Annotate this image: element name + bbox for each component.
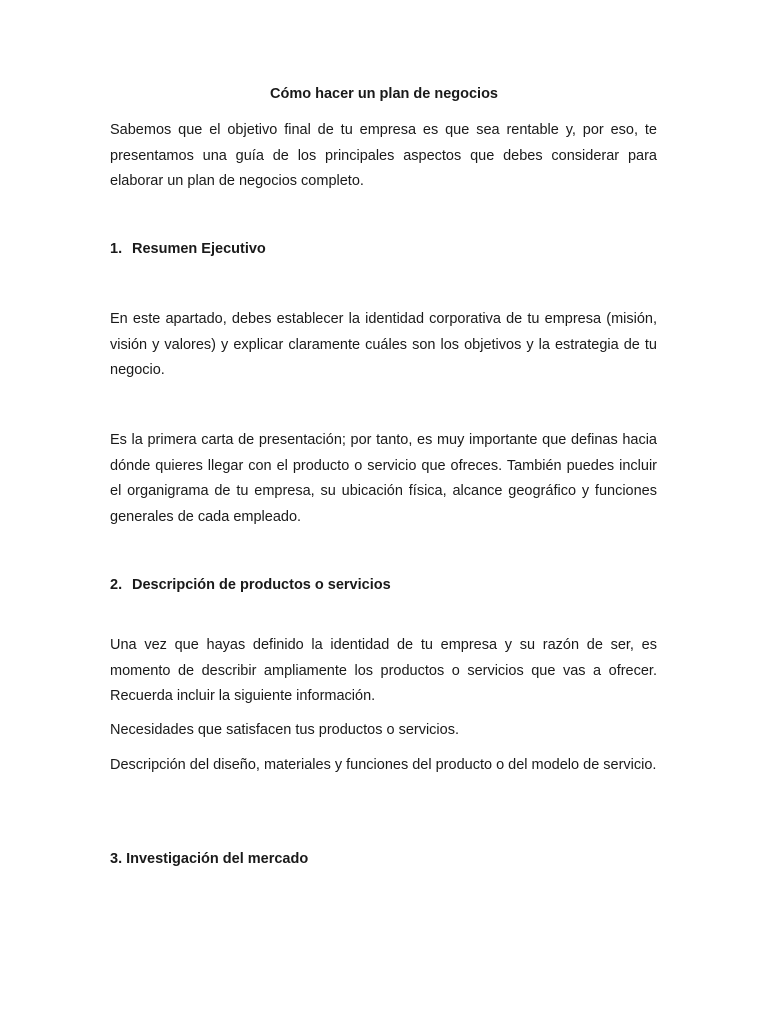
section-2-heading (110, 576, 391, 594)
section-1-paragraph-2: Es la primera carta de presentación; por tanto, es muy importante que definas hacia dónde quieres llegar con el producto o servicio que ofreces. También puedes incluir el organigrama de tu empresa, su ubicación física, alcance geográfico y funciones generales de cada empleado. (110, 432, 657, 525)
section-3-title: Investigación del mercado (126, 851, 309, 867)
section-2-paragraph-2: Necesidades que satisfacen tus productos o servicios. (110, 722, 459, 738)
section-2-paragraph-3: Descripción del diseño, materiales y funciones del producto o del modelo de servicio. (110, 757, 657, 773)
section-1-number: 1. (110, 241, 123, 257)
section-3-number: 3. (110, 851, 123, 867)
section-2-number: 2. (110, 577, 123, 593)
section-2-title: Descripción de productos o servicios (132, 577, 391, 593)
intro-paragraph: Sabemos que el objetivo final de tu empresa es que sea rentable y, por eso, te presentamos una guía de los principales aspectos que debes considerar para elaborar un plan de negocios completo. (110, 122, 657, 189)
section-2-paragraph-1: Una vez que hayas definido la identidad de tu empresa y su razón de ser, es momento de describir ampliamente los productos o servicios que vas a ofrecer. Recuerda incluir la siguiente información. (110, 637, 657, 704)
document-title: Cómo hacer un plan de negocios (269, 86, 498, 102)
section-1-title: Resumen Ejecutivo (132, 241, 266, 257)
section-1-paragraph-1: En este apartado, debes establecer la identidad corporativa de tu empresa (misión, visión y valores) y explicar claramente cuáles son los objetivos y la estrategia de tu negocio. (110, 311, 657, 378)
section-3-heading (110, 850, 308, 868)
section-1-heading (110, 240, 266, 258)
